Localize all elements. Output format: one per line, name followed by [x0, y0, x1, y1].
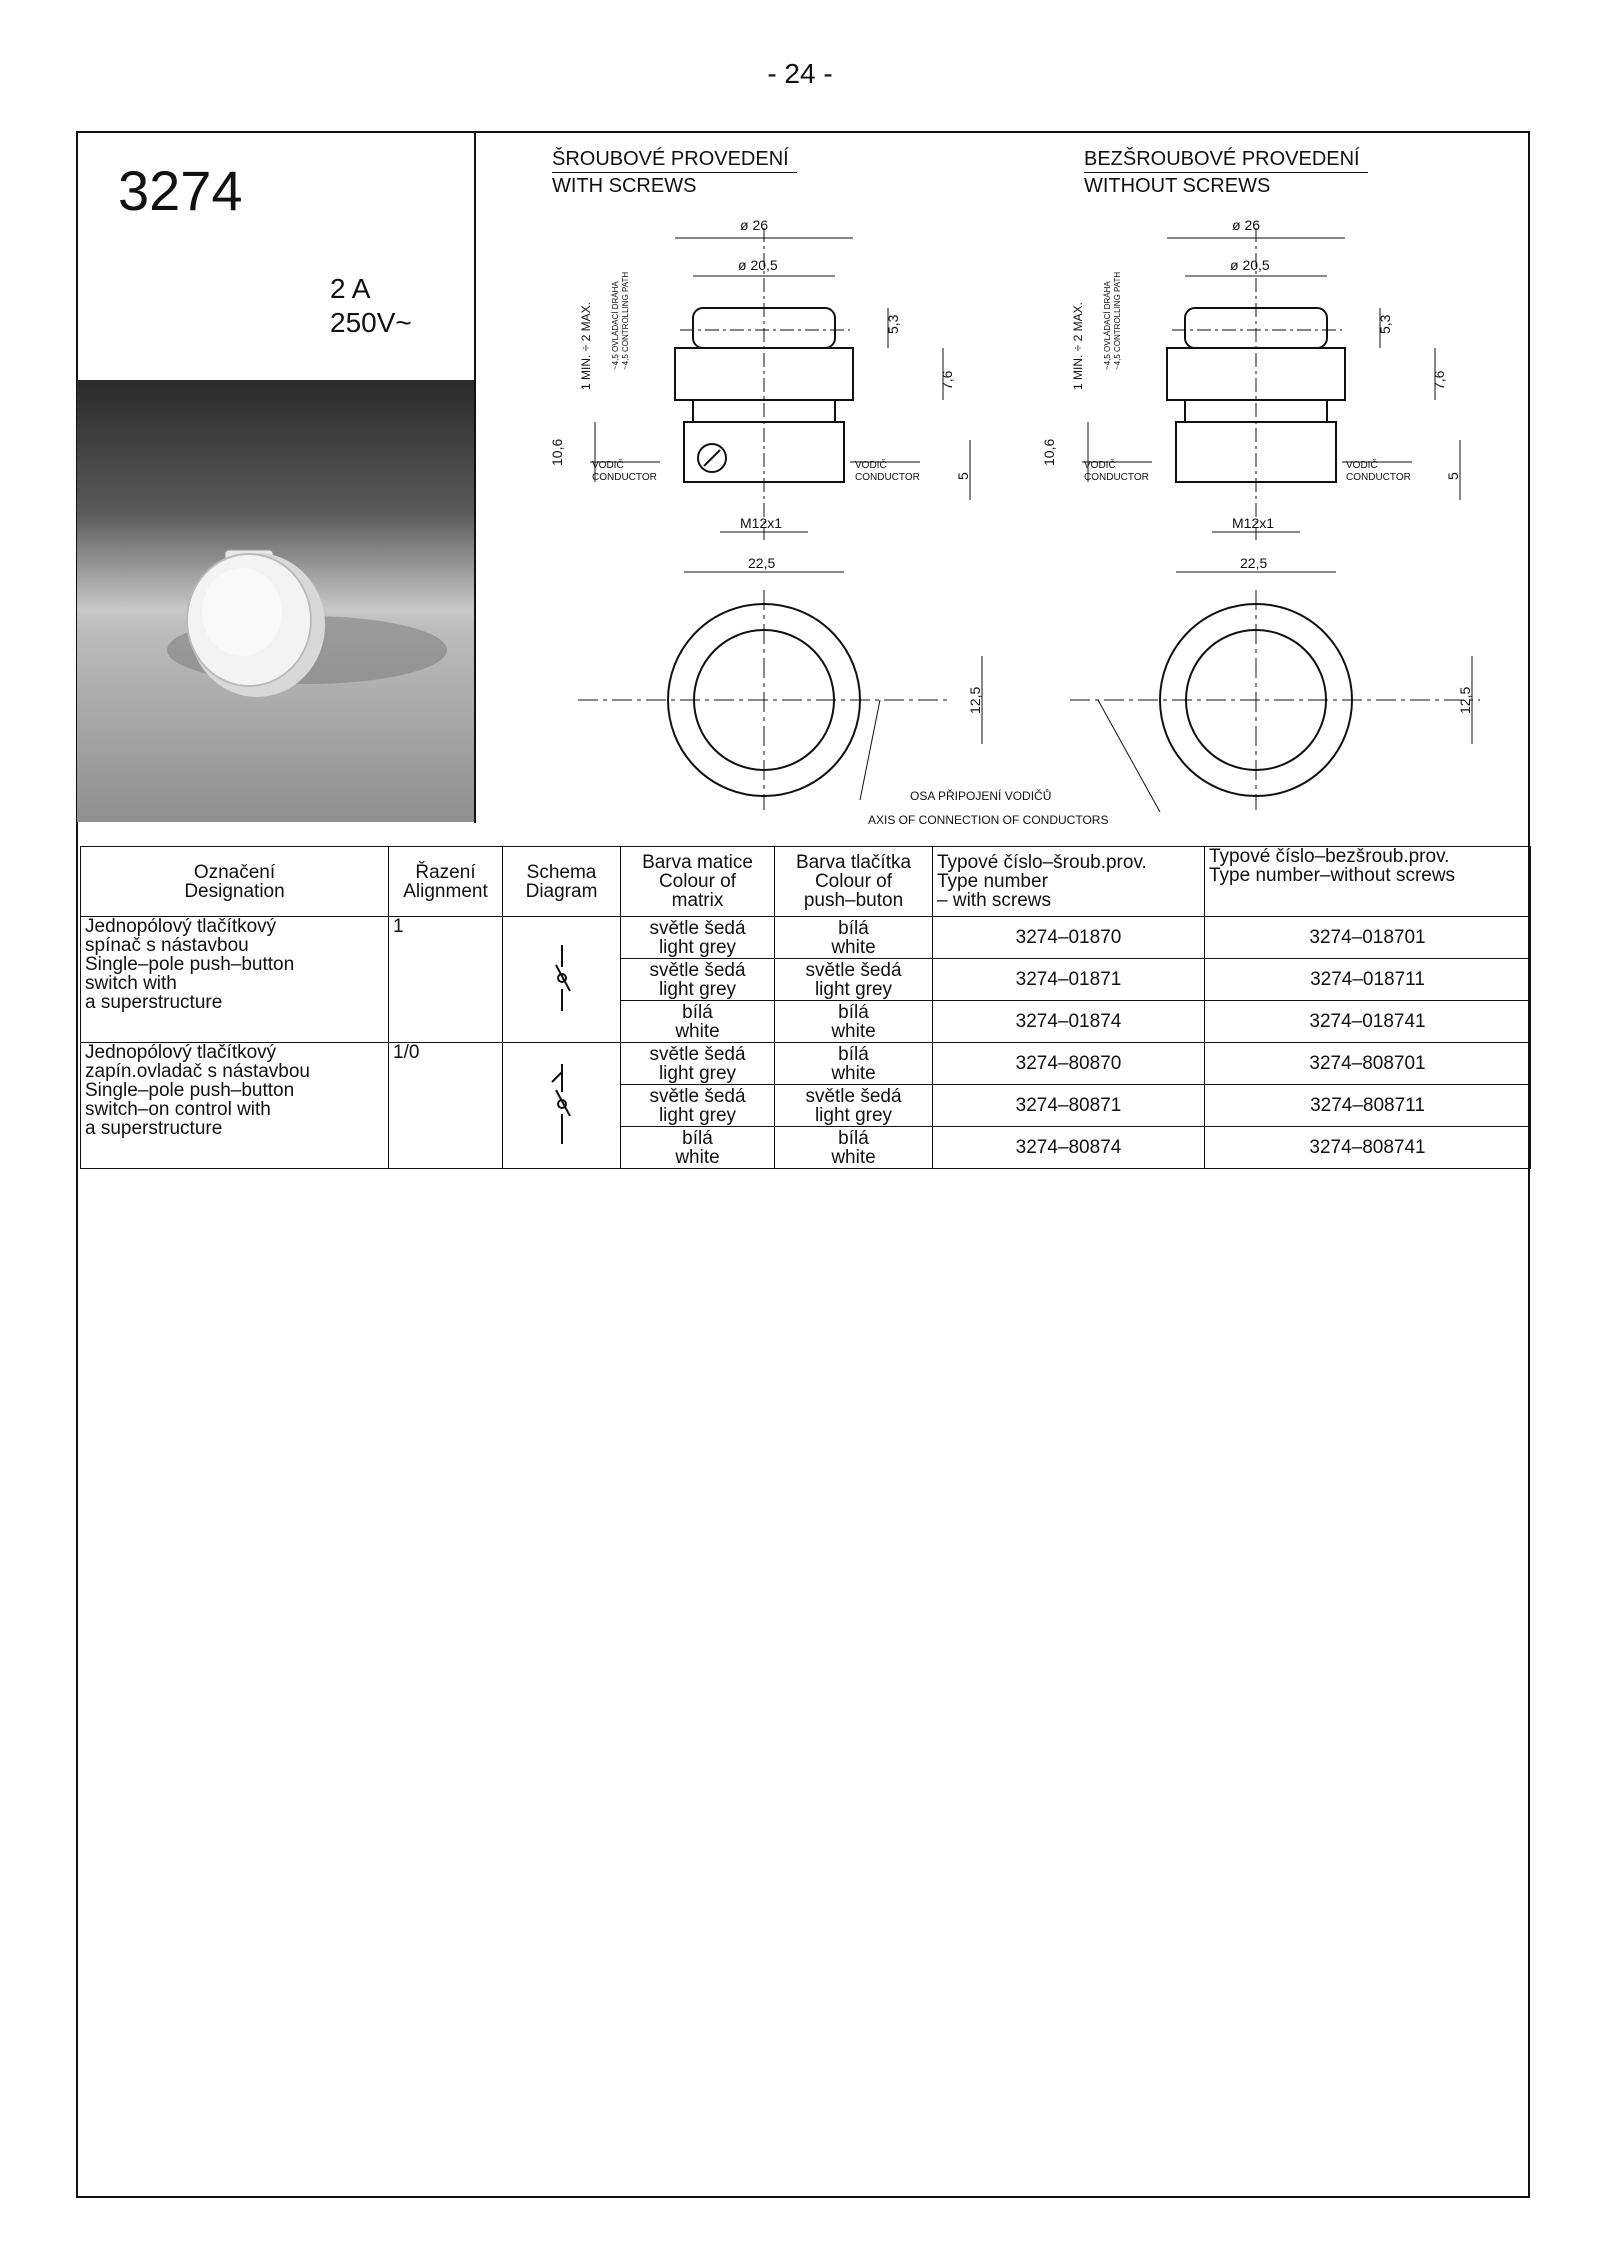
header-en: WITHOUT SCREWS: [1084, 175, 1271, 197]
stroke-range: 1 MIN. ÷ 2 MAX.: [579, 302, 593, 390]
header-designation: Označení Designation: [81, 847, 389, 917]
dim-76: 7,6: [939, 370, 955, 390]
header-matrix: Barva matice Colour of matrix: [621, 847, 775, 917]
top-view-without-screws: [1070, 590, 1480, 812]
type-with-screws: 3274–80871: [933, 1085, 1205, 1127]
type-without-screws: 3274–018741: [1205, 1001, 1531, 1043]
matrix-color: světle šedá light grey: [621, 917, 775, 959]
dim-53b: 5,3: [1377, 314, 1393, 334]
type-without-screws: 3274–808701: [1205, 1043, 1531, 1085]
header-cz: ŠROUBOVÉ PROVEDENÍ: [552, 146, 797, 173]
header-en: WITH SCREWS: [552, 175, 697, 197]
matrix-color: světle šedá light grey: [621, 1043, 775, 1085]
type-without-screws: 3274–808711: [1205, 1085, 1531, 1127]
path-cz: ~4,5 OVLÁDACÍ DRÁHA: [611, 281, 620, 370]
path-cz-b: ~4,5 OVLÁDACÍ DRÁHA: [1103, 281, 1112, 370]
header-button: Barva tlačítka Colour of push–buton: [775, 847, 933, 917]
matrix-color: bílá white: [621, 1001, 775, 1043]
dim-106: 10,6: [549, 438, 565, 466]
stroke-range-b: 1 MIN. ÷ 2 MAX.: [1071, 302, 1085, 390]
dim-26b: ø 26: [1232, 217, 1261, 233]
dim-5: 5: [955, 472, 971, 480]
section-header-without-screws: [1084, 146, 1368, 199]
model-number: 3274: [118, 159, 243, 222]
table-row: [81, 917, 1531, 959]
type-with-screws: 3274–01871: [933, 959, 1205, 1001]
dim-76b: 7,6: [1431, 370, 1447, 390]
page-number: - 24 -: [767, 58, 833, 89]
matrix-color: bílá white: [621, 1127, 775, 1169]
designation-cell: Jednopólový tlačítkový spínač s nástavbou Single–pole push–button switch with a superstructure: [81, 917, 389, 1043]
axis-cz: OSA PŘIPOJENÍ VODIČŮ: [910, 789, 1052, 803]
dim-106b: 10,6: [1041, 438, 1057, 466]
axis-en: AXIS OF CONNECTION OF CONDUCTORS: [868, 813, 1109, 827]
header-type-screws: Typové číslo–šroub.prov. Type number – with screws: [933, 847, 1205, 917]
header-type-noscrews: Typové číslo–bezšroub.prov. Type number–without screws: [1205, 847, 1531, 917]
dim-125: 12,5: [967, 686, 983, 714]
button-color: bílá white: [775, 1127, 933, 1169]
header-alignment: Řazení Alignment: [389, 847, 503, 917]
dim-125b: 12,5: [1457, 686, 1473, 714]
path-en: ~4,5 CONTROLLING PATH: [621, 271, 630, 370]
button-color: bílá white: [775, 917, 933, 959]
alignment-cell: 1: [389, 917, 503, 1043]
designation-cell: Jednopólový tlačítkový zapín.ovladač s nástavbou Single–pole push–button switch–on control with a superstructure: [81, 1043, 389, 1169]
dim-205: ø 20,5: [738, 257, 778, 273]
type-with-screws: 3274–80870: [933, 1043, 1205, 1085]
section-header-with-screws: [552, 146, 797, 199]
table-header: [81, 847, 1531, 917]
button-color: bílá white: [775, 1043, 933, 1085]
path-en-b: ~4,5 CONTROLLING PATH: [1113, 271, 1122, 370]
dim-225b: 22,5: [1240, 555, 1268, 571]
table-row: [81, 1043, 1531, 1085]
alignment-cell: 1/0: [389, 1043, 503, 1169]
dim-5b: 5: [1445, 472, 1461, 480]
matrix-color: světle šedá light grey: [621, 1085, 775, 1127]
conductor-cz-b: VODIČ: [1084, 460, 1116, 471]
dim-225: 22,5: [748, 555, 776, 571]
type-with-screws: 3274–80874: [933, 1127, 1205, 1169]
switch-diagram-icon: [503, 917, 621, 1043]
dim-m12: M12x1: [740, 515, 783, 531]
type-without-screws: 3274–018701: [1205, 917, 1531, 959]
conductor-en-rb: CONDUCTOR: [1346, 472, 1411, 483]
header-cz: BEZŠROUBOVÉ PROVEDENÍ: [1084, 146, 1368, 173]
dim-205b: ø 20,5: [1230, 257, 1270, 273]
top-view-with-screws: [578, 590, 982, 810]
spec-table: [80, 846, 1531, 1169]
conductor-en-b: CONDUCTOR: [1084, 472, 1149, 483]
dim-53: 5,3: [885, 314, 901, 334]
type-without-screws: 3274–808741: [1205, 1127, 1531, 1169]
dim-26: ø 26: [740, 217, 769, 233]
conductor-en-r: CONDUCTOR: [855, 472, 920, 483]
type-with-screws: 3274–01870: [933, 917, 1205, 959]
push-button-image: [77, 380, 474, 822]
type-with-screws: 3274–01874: [933, 1001, 1205, 1043]
button-color: bílá white: [775, 1001, 933, 1043]
product-photo: [77, 380, 474, 822]
dim-m12b: M12x1: [1232, 515, 1275, 531]
electrical-rating: 2 A 250V~: [330, 273, 412, 338]
technical-drawing: [476, 200, 1530, 830]
button-color: světle šedá light grey: [775, 1085, 933, 1127]
switch-diagram-icon: [503, 1043, 621, 1169]
conductor-cz-rb: VODIČ: [1346, 460, 1378, 471]
header-diagram: Schema Diagram: [503, 847, 621, 917]
conductor-cz: VODIČ: [592, 460, 624, 471]
conductor-en: CONDUCTOR: [592, 472, 657, 483]
matrix-color: světle šedá light grey: [621, 959, 775, 1001]
conductor-cz-r: VODIČ: [855, 460, 887, 471]
button-color: světle šedá light grey: [775, 959, 933, 1001]
type-without-screws: 3274–018711: [1205, 959, 1531, 1001]
